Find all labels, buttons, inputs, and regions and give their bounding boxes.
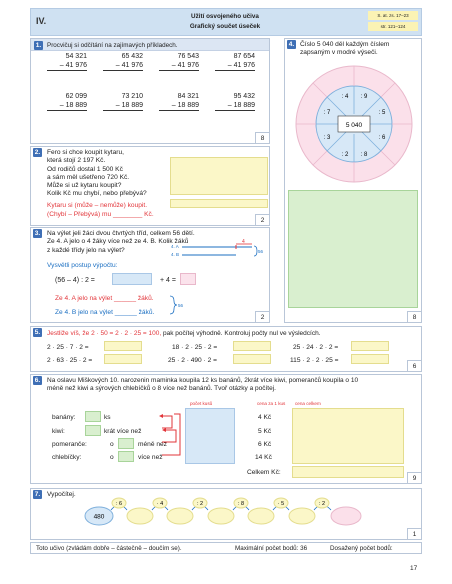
count-column[interactable] — [185, 408, 235, 464]
answer-field[interactable] — [233, 341, 271, 351]
divisor: : 5 — [378, 110, 386, 116]
count-field[interactable] — [118, 438, 134, 449]
total-label: Celkem Kč: — [247, 469, 281, 476]
expression: 2 · 63 · 25 · 2 = — [47, 357, 93, 364]
item-label: chlebíčky: — [52, 454, 82, 461]
points-box: 8 — [407, 311, 421, 322]
answer-field[interactable] — [351, 354, 389, 364]
column-header: počet kusů — [190, 401, 213, 406]
footer-score: Dosažený počet bodů: — [330, 545, 393, 552]
count-field[interactable] — [85, 425, 101, 436]
diagram-label-diff: 4 — [242, 239, 245, 245]
divisor: : 4 — [341, 94, 349, 100]
task-number: 5. — [34, 329, 41, 336]
subtraction: 84 321 – 18 889 — [159, 93, 199, 111]
operation: : 2 — [196, 501, 204, 507]
item-label: kiwi: — [52, 428, 65, 435]
answer-field[interactable] — [170, 199, 268, 208]
divisor: : 7 — [323, 110, 331, 116]
relation: méně než — [138, 441, 167, 448]
divisor: : 8 — [360, 152, 368, 158]
ref-box-a: S. at. zs. 17–23 — [368, 11, 418, 20]
relation: více než — [138, 454, 163, 461]
task-text: Číslo 5 040 děl každým číslem zapsaným v modré výseči. — [300, 41, 390, 57]
hint-text: Kytaru si (může – nemůže) koupit. — [47, 202, 148, 209]
diagram-label-a: 4. A — [171, 244, 179, 249]
operation: · 4 — [156, 501, 164, 507]
task-text: Na výlet jeli žáci dvou čtvrtých tříd, celkem 56 dětí. Ze 4. A jelo o 4 žáky více než ze 4. B. Kolik žáků z každé třídy jelo na výlet? — [47, 230, 195, 254]
hint-text: (Chybí – Přebývá) mu ________ Kč. — [47, 211, 154, 218]
operation-chain — [78, 495, 378, 533]
expression: 18 · 2 · 25 · 2 = — [172, 344, 218, 351]
unit-price: 5 Kč — [258, 428, 272, 435]
subtraction: 62 099 – 18 889 — [47, 93, 87, 111]
operation: : 6 — [115, 501, 123, 507]
expression: 25 · 24 · 2 · 2 = — [293, 344, 339, 351]
answer-field[interactable] — [351, 341, 389, 351]
operation: · 5 — [277, 501, 285, 507]
answer-area[interactable] — [288, 190, 418, 308]
column-header: cena celkem — [295, 401, 321, 406]
footer-self-assessment: Toto učivo (zvládám dobře – částečně – doučím se). — [36, 545, 182, 552]
page-number: 17 — [410, 565, 418, 572]
points-box: 9 — [407, 472, 421, 483]
count-field[interactable] — [118, 451, 134, 462]
expression: 2 · 25 · 7 · 2 = — [47, 344, 89, 351]
unit-price: 4 Kč — [258, 414, 272, 421]
total-column[interactable] — [292, 408, 404, 464]
answer-field[interactable] — [112, 273, 152, 285]
subtraction: 73 210 – 18 889 — [103, 93, 143, 111]
points-box: 6 — [407, 360, 421, 371]
task-instruction: Jestliže víš, že 2 · 50 = 2 · 2 · 25 = 100, pak počítej výhodně. Kontroluj počty nul ve výsledcích. — [47, 330, 321, 337]
relation: krát více než — [104, 428, 142, 435]
divisor: : 9 — [360, 94, 368, 100]
answer-field[interactable] — [233, 354, 271, 364]
divisor: : 2 — [341, 152, 349, 158]
answer-field[interactable] — [180, 273, 196, 285]
brace — [168, 294, 188, 316]
expression: 115 · 2 · 2 · 25 = — [290, 357, 339, 364]
page-subtitle: Grafický součet úseček — [189, 23, 261, 30]
unit-price: 6 Kč — [258, 441, 272, 448]
start-value: 480 — [93, 513, 105, 521]
reference-arrows — [158, 412, 188, 464]
divisor: : 3 — [323, 135, 331, 141]
task-text: Fero si chce koupit kytaru, která stojí 2 197 Kč. Od rodičů dostal 1 500 Kč a sám měl ušetřeno 720 Kč. Může si už kytaru koupit? Kolik Kč mu chybí, nebo přebývá? — [47, 149, 147, 198]
ref-box-b: str. 121–124 — [368, 22, 418, 31]
answer-sentence: Ze 4. A jelo na výlet ______ žáků. — [55, 295, 154, 302]
task-number: 4. — [288, 41, 295, 48]
item-label: banány: — [52, 414, 76, 421]
task-number: 7. — [34, 491, 41, 498]
subtraction: 65 432 – 41 976 — [103, 53, 143, 71]
equation: (56 – 4) : 2 = — [55, 277, 95, 284]
relation: ks — [104, 414, 111, 421]
divisor: : 6 — [378, 135, 386, 141]
prefix: o — [110, 441, 114, 448]
answer-area[interactable] — [170, 157, 268, 195]
equation: + 4 = — [160, 277, 176, 284]
task-text: Na oslavu Miškových 10. narozenin maminka koupila 12 ks banánů, 2krát více kiwi, pomerančů koupila o 10 méně než kiwi a sýrových chlebíčků o 8 více než banánů. Tvoř otázky a počítej. — [47, 377, 359, 393]
hint-text: Vysvětli postup výpočtu: — [47, 262, 118, 269]
total-field[interactable] — [292, 466, 404, 478]
wheel-center: 5 040 — [345, 122, 363, 129]
operation: : 8 — [237, 501, 245, 507]
unit-price: 14 Kč — [255, 454, 272, 461]
answer-field[interactable] — [104, 341, 142, 351]
column-header: cena za 1 kus — [257, 401, 286, 406]
subtraction: 54 321 – 41 976 — [47, 53, 87, 71]
task-instruction: Procvičuj si odčítání na zajímavých příkladech. — [47, 41, 178, 49]
task-number: 2. — [34, 149, 41, 156]
page-title: Užití osvojeného učiva — [191, 13, 259, 20]
operation: : 2 — [318, 501, 326, 507]
task-number: 1. — [35, 41, 42, 49]
item-label: pomeranče: — [52, 441, 87, 448]
expression: 25 · 2 · 490 · 2 = — [168, 357, 217, 364]
points-box: 1 — [407, 528, 421, 539]
section-label: IV. — [36, 16, 47, 26]
task-number: 3. — [34, 230, 41, 237]
division-wheel — [294, 64, 414, 184]
points-box: 2 — [255, 311, 269, 322]
diagram-label-total: 56 — [258, 249, 264, 254]
task-instruction: Vypočítej. — [47, 491, 76, 498]
task-number: 6. — [34, 377, 41, 384]
prefix: o — [110, 454, 114, 461]
points-box: 8 — [255, 132, 269, 143]
segment-diagram — [170, 238, 265, 262]
footer-max-points: Maximální počet bodů: 36 — [235, 545, 308, 552]
points-box: 2 — [255, 214, 269, 225]
subtraction: 76 543 – 41 976 — [159, 53, 199, 71]
subtraction: 95 432 – 18 889 — [215, 93, 255, 111]
subtraction: 87 654 – 41 976 — [215, 53, 255, 71]
brace-label: 56 — [178, 303, 184, 308]
answer-sentence: Ze 4. B jelo na výlet ______ žáků. — [55, 309, 155, 316]
diagram-label-b: 4. B — [171, 252, 180, 257]
answer-field[interactable] — [104, 354, 142, 364]
count-field[interactable] — [85, 411, 101, 422]
